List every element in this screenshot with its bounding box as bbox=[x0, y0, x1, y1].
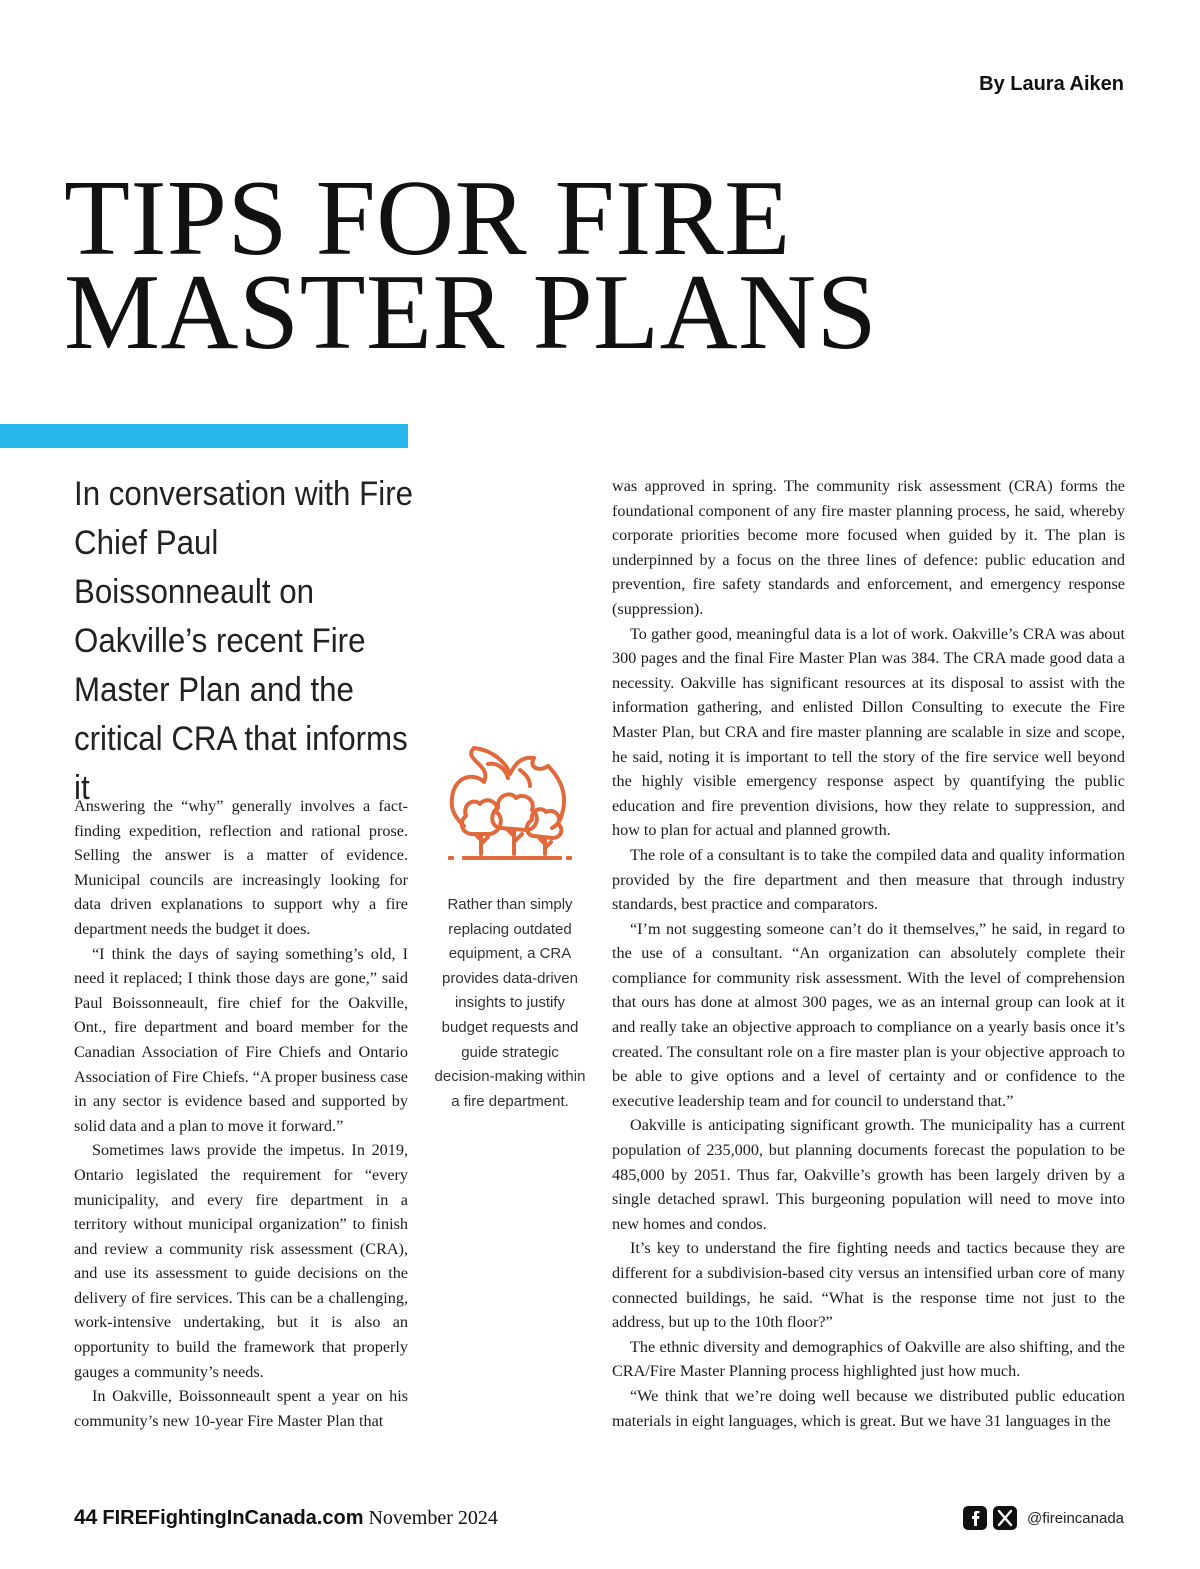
website-link[interactable]: FIREFightingInCanada.com bbox=[102, 1507, 364, 1529]
page-footer bbox=[74, 1506, 498, 1530]
article-title bbox=[64, 159, 1164, 372]
right-column bbox=[612, 474, 1125, 1433]
byline: By Laura Aiken bbox=[979, 73, 1124, 95]
facebook-icon[interactable] bbox=[963, 1506, 987, 1530]
paragraph: “We think that we’re doing well because we distributed public education materials in eight languages, which is great. But we have 31 languages in the bbox=[612, 1386, 1125, 1430]
left-column bbox=[74, 794, 408, 1433]
pull-quote: Rather than simply replacing outdated equipment, a CRA provides data-driven insights to justify budget requests and guide strategic decision-making within a fire department. bbox=[434, 896, 586, 1110]
paragraph: Answering the “why” generally involves a fact-finding expedition, reflection and rational prose. Selling the answer is a matter of evidence. Municipal councils are increasingly looking for data driven explanations to support why a fire department needs the budget it does. bbox=[74, 797, 408, 938]
forest-fire-icon bbox=[444, 742, 574, 864]
paragraph: “I think the days of saying something’s old, I need it replaced; I think those days are gone,” said Paul Boissonneault, fire chief for the Oakville, Ont., fire department and board member for the Canadian Association of Fire Chiefs and Ontario Association of Fire Chiefs. “A proper business case in any sector is evidence based and supported by solid data and a plan to move it forward.” bbox=[74, 944, 408, 1135]
article-deck: In conversation with Fire Chief Paul Boissonneault on Oakville’s recent Fire Master Plan and the critical CRA that informs it bbox=[74, 475, 414, 807]
forest-fire-icon-graphic bbox=[444, 742, 574, 864]
paragraph: was approved in spring. The community risk assessment (CRA) forms the foundational component of any fire master planning process, he said, whereby corporate priorities become more focused when guided by it. The plan is underpinned by a focus on the three lines of defence: public education and prevention, fire safety standards and enforcement, and emergency response (suppression). bbox=[612, 477, 1125, 618]
paragraph: The ethnic diversity and demographics of Oakville are also shifting, and the CRA/Fire Master Planning process highlighted just how much. bbox=[612, 1337, 1125, 1381]
social-links bbox=[963, 1506, 1124, 1530]
social-handle[interactable]: @fireincanada bbox=[1027, 1509, 1124, 1527]
paragraph: It’s key to understand the fire fighting needs and tactics because they are different for a subdivision-based city versus an intensified urban core of many connected buildings, he said. “What is the response time not just to the address, but up to the 10th floor?” bbox=[612, 1239, 1125, 1332]
page-number: 44 bbox=[74, 1506, 98, 1529]
title-line-2: MASTER PLANS bbox=[64, 253, 878, 372]
paragraph: The role of a consultant is to take the compiled data and quality information provided by the fire department and then measure that through industry standards, best practice and comparators. bbox=[612, 845, 1125, 914]
x-icon[interactable] bbox=[993, 1506, 1017, 1530]
paragraph: “I’m not suggesting someone can’t do it themselves,” he said, in regard to the use of a consultant. “An organization can absolutely complete their compliance for community risk assessment. With the level of comprehension that ours has done at almost 300 pages, we as an internal group can look at it and really take an objective approach to compliance on a yearly basis once it’s created. The consultant role on a fire master plan is your objective approach to be able to give options and a level of certainty and or confidence to the executive leadership team and for council to understand that.” bbox=[612, 919, 1125, 1110]
paragraph: Sometimes laws provide the impetus. In 2019, Ontario legislated the requirement for “every municipality, and every fire department in a territory without municipal organization” to finish and review a community risk assessment (CRA), and use its assessment to guide decisions on the delivery of fire services. This can be a challenging, work-intensive undertaking, but it is also an opportunity to build the framework that properly gauges a community’s needs. bbox=[74, 1141, 408, 1381]
paragraph: In Oakville, Boissonneault spent a year on his community’s new 10-year Fire Master Plan that bbox=[74, 1387, 408, 1430]
title-line-1: TIPS FOR FIRE bbox=[64, 159, 791, 278]
paragraph: Oakville is anticipating significant growth. The municipality has a current population of 235,000, but planning documents forecast the population to be 485,000 by 2051. Thus far, Oakville’s growth has been largely driven by a single detached sprawl. This burgeoning population will need to move into new homes and condos. bbox=[612, 1116, 1125, 1233]
paragraph: To gather good, meaningful data is a lot of work. Oakville’s CRA was about 300 pages and the final Fire Master Plan was 384. The CRA made good data a necessity. Oakville has significant resources at its disposal to assist with the information gathering, and enlisted Dillon Consulting to execute the Fire Master Plan, but CRA and fire master planning are scalable in size and scope, he said, noting it is important to tell the story of the fire service well beyond the highly visible emergency response aspect by quantifying the public education and fire prevention divisions, how they relate to suppression, and how to plan for actual and planned growth. bbox=[612, 624, 1125, 840]
issue-date: November 2024 bbox=[368, 1507, 498, 1529]
accent-bar bbox=[0, 424, 408, 448]
